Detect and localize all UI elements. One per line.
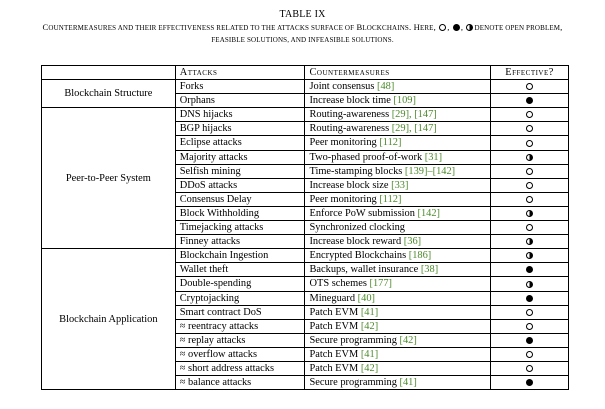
countermeasure-text: Enforce PoW submission [309, 207, 418, 219]
countermeasure-cell [305, 277, 491, 291]
citation-link[interactable]: [42] [360, 320, 379, 332]
attack-cell: Consensus Delay [175, 192, 305, 206]
caption-line-2: FEASIBLE SOLUTIONS, AND INFEASIBLE SOLUTIONS. [211, 36, 394, 44]
effective-cell [491, 150, 569, 164]
countermeasure-cell [305, 164, 491, 178]
effective-cell [491, 347, 569, 361]
countermeasure-text: Patch EVM [309, 306, 361, 318]
attack-cell: BGP hijacks [175, 122, 305, 136]
effective-cell [491, 235, 569, 249]
attack-cell: Orphans [175, 94, 305, 108]
attack-cell: ≈ overflow attacks [175, 347, 305, 361]
countermeasure-text: OTS schemes [309, 278, 370, 290]
countermeasure-cell [305, 249, 491, 263]
half-filled-circle-icon [466, 24, 473, 31]
citation-link[interactable]: [177] [369, 278, 393, 290]
countermeasure-text: Backups, wallet insurance [309, 264, 421, 276]
countermeasure-text: Synchronized clocking [309, 222, 405, 234]
countermeasure-cell [305, 94, 491, 108]
effective-cell [491, 206, 569, 220]
citation-link[interactable]: [38] [420, 264, 439, 276]
open-circle-icon [439, 24, 446, 31]
attack-cell: Timejacking attacks [175, 221, 305, 235]
citation-link[interactable]: [31] [424, 151, 443, 163]
attack-cell: Majority attacks [175, 150, 305, 164]
countermeasure-cell [305, 235, 491, 249]
group-cell: Blockchain Structure [42, 80, 176, 108]
open-circle-icon [526, 83, 533, 90]
effective-cell [491, 263, 569, 277]
open-circle-icon [526, 196, 533, 203]
effective-cell [491, 80, 569, 94]
countermeasure-text: Increase block size [309, 179, 392, 191]
countermeasure-text: Routing-awareness [309, 109, 392, 121]
effective-cell [491, 178, 569, 192]
citation-link[interactable]: [42] [360, 362, 379, 374]
attack-cell: Block Withholding [175, 206, 305, 220]
citation-link[interactable]: [142] [417, 207, 441, 219]
countermeasure-text: Peer monitoring [309, 193, 380, 205]
citation-link[interactable]: [112] [379, 193, 402, 205]
table-number: TABLE IX [279, 9, 326, 20]
citation-link[interactable]: [109] [393, 95, 416, 107]
citation-link[interactable]: [48] [377, 81, 395, 93]
open-circle-icon [526, 140, 533, 147]
filled-circle-icon [526, 379, 533, 386]
countermeasure-cell [305, 206, 491, 220]
open-circle-icon [526, 323, 533, 330]
countermeasure-cell [305, 178, 491, 192]
attack-cell: Cryptojacking [175, 291, 305, 305]
table-row [42, 108, 569, 122]
effective-cell [491, 164, 569, 178]
attack-cell: Eclipse attacks [175, 136, 305, 150]
caption-line-1: COUNTERMEASURES AND THEIR EFFECTIVENESS RELATED TO THE ATTACKS SURFACE OF BLOCKCHAINS. HERE, , , DENOTE OPEN PROBLEM, [42, 22, 563, 32]
countermeasure-cell [305, 347, 491, 361]
countermeasure-cell [305, 136, 491, 150]
filled-circle-icon [526, 295, 533, 302]
countermeasure-text: Two-phased proof-of-work [309, 151, 425, 163]
countermeasure-text: Time-stamping blocks [309, 165, 405, 177]
effective-cell [491, 277, 569, 291]
effective-cell [491, 192, 569, 206]
open-circle-icon [526, 111, 533, 118]
countermeasure-text: Increase block time [309, 95, 394, 107]
citation-link[interactable]: [186] [408, 250, 432, 262]
countermeasure-cell [305, 263, 491, 277]
countermeasure-cell [305, 108, 491, 122]
attack-cell: Forks [175, 80, 305, 94]
effective-cell [491, 122, 569, 136]
open-circle-icon [526, 168, 533, 175]
attack-cell: Finney attacks [175, 235, 305, 249]
attack-cell: ≈ balance attacks [175, 376, 305, 390]
attack-cell: Wallet theft [175, 263, 305, 277]
countermeasure-text: Increase block reward [309, 236, 404, 248]
countermeasure-text: Peer monitoring [309, 137, 380, 149]
open-circle-icon [526, 224, 533, 231]
effective-cell [491, 221, 569, 235]
citation-link[interactable]: [41] [360, 306, 379, 318]
attack-cell: DNS hijacks [175, 108, 305, 122]
open-circle-icon [526, 309, 533, 316]
open-circle-icon [526, 125, 533, 132]
table-row [42, 80, 569, 94]
filled-circle-icon [453, 24, 460, 31]
citation-link[interactable]: [42] [399, 334, 417, 346]
attack-cell: ≈ reentracy attacks [175, 319, 305, 333]
citation-link[interactable]: [29], [147] [391, 123, 437, 135]
attack-cell: ≈ replay attacks [175, 333, 305, 347]
header-countermeasures: Countermeasures [305, 66, 491, 80]
countermeasure-cell [305, 291, 491, 305]
citation-link[interactable]: [29], [147] [391, 109, 437, 121]
countermeasure-text: Mineguard [309, 292, 358, 304]
half-filled-circle-icon [526, 210, 533, 217]
countermeasures-table [41, 65, 569, 390]
countermeasure-text: Encrypted Blockchains [309, 250, 409, 262]
attack-cell: Smart contract DoS [175, 305, 305, 319]
countermeasure-text: Patch EVM [309, 348, 361, 360]
header-effective: Effective? [491, 66, 569, 80]
effective-cell [491, 291, 569, 305]
open-circle-icon [526, 365, 533, 372]
countermeasure-text: Secure programming [309, 377, 400, 389]
countermeasure-cell [305, 192, 491, 206]
countermeasure-cell [305, 305, 491, 319]
half-filled-circle-icon [526, 238, 533, 245]
group-cell: Blockchain Application [42, 249, 176, 390]
countermeasure-cell [305, 333, 491, 347]
effective-cell [491, 361, 569, 375]
countermeasure-cell [305, 150, 491, 164]
citation-link[interactable]: [33] [391, 179, 409, 191]
filled-circle-icon [526, 266, 533, 273]
header-attacks: Attacks [175, 66, 305, 80]
countermeasure-text: Secure programming [309, 334, 400, 346]
citation-link[interactable]: [41] [399, 377, 417, 389]
countermeasure-text: Routing-awareness [309, 123, 392, 135]
effective-cell [491, 136, 569, 150]
attack-cell: ≈ short address attacks [175, 361, 305, 375]
countermeasure-text: Joint consensus [309, 81, 378, 93]
group-cell: Peer-to-Peer System [42, 108, 176, 249]
table-row [42, 249, 569, 263]
countermeasure-cell [305, 80, 491, 94]
half-filled-circle-icon [526, 154, 533, 161]
attack-cell: Selfish mining [175, 164, 305, 178]
half-filled-circle-icon [526, 281, 533, 288]
filled-circle-icon [526, 337, 533, 344]
open-circle-icon [526, 351, 533, 358]
header-group [42, 66, 176, 80]
table-caption [0, 9, 605, 46]
citation-link[interactable]: [112] [379, 137, 402, 149]
effective-cell [491, 108, 569, 122]
header-row [42, 66, 569, 80]
effective-cell [491, 305, 569, 319]
effective-cell [491, 333, 569, 347]
open-circle-icon [526, 182, 533, 189]
half-filled-circle-icon [526, 252, 533, 259]
attack-cell: Double-spending [175, 277, 305, 291]
countermeasure-cell [305, 361, 491, 375]
countermeasure-cell [305, 122, 491, 136]
attack-cell: DDoS attacks [175, 178, 305, 192]
effective-cell [491, 376, 569, 390]
countermeasure-text: Patch EVM [309, 320, 361, 332]
citation-link[interactable]: [41] [360, 348, 379, 360]
effective-cell [491, 249, 569, 263]
effective-cell [491, 319, 569, 333]
countermeasure-text: Patch EVM [309, 362, 361, 374]
countermeasure-cell [305, 221, 491, 235]
attack-cell: Blockchain Ingestion [175, 249, 305, 263]
citation-link[interactable]: [36] [403, 236, 422, 248]
citation-link[interactable]: [139]–[142] [404, 165, 456, 177]
effective-cell [491, 94, 569, 108]
citation-link[interactable]: [40] [357, 292, 375, 304]
countermeasure-cell [305, 319, 491, 333]
countermeasure-cell [305, 376, 491, 390]
filled-circle-icon [526, 97, 533, 104]
